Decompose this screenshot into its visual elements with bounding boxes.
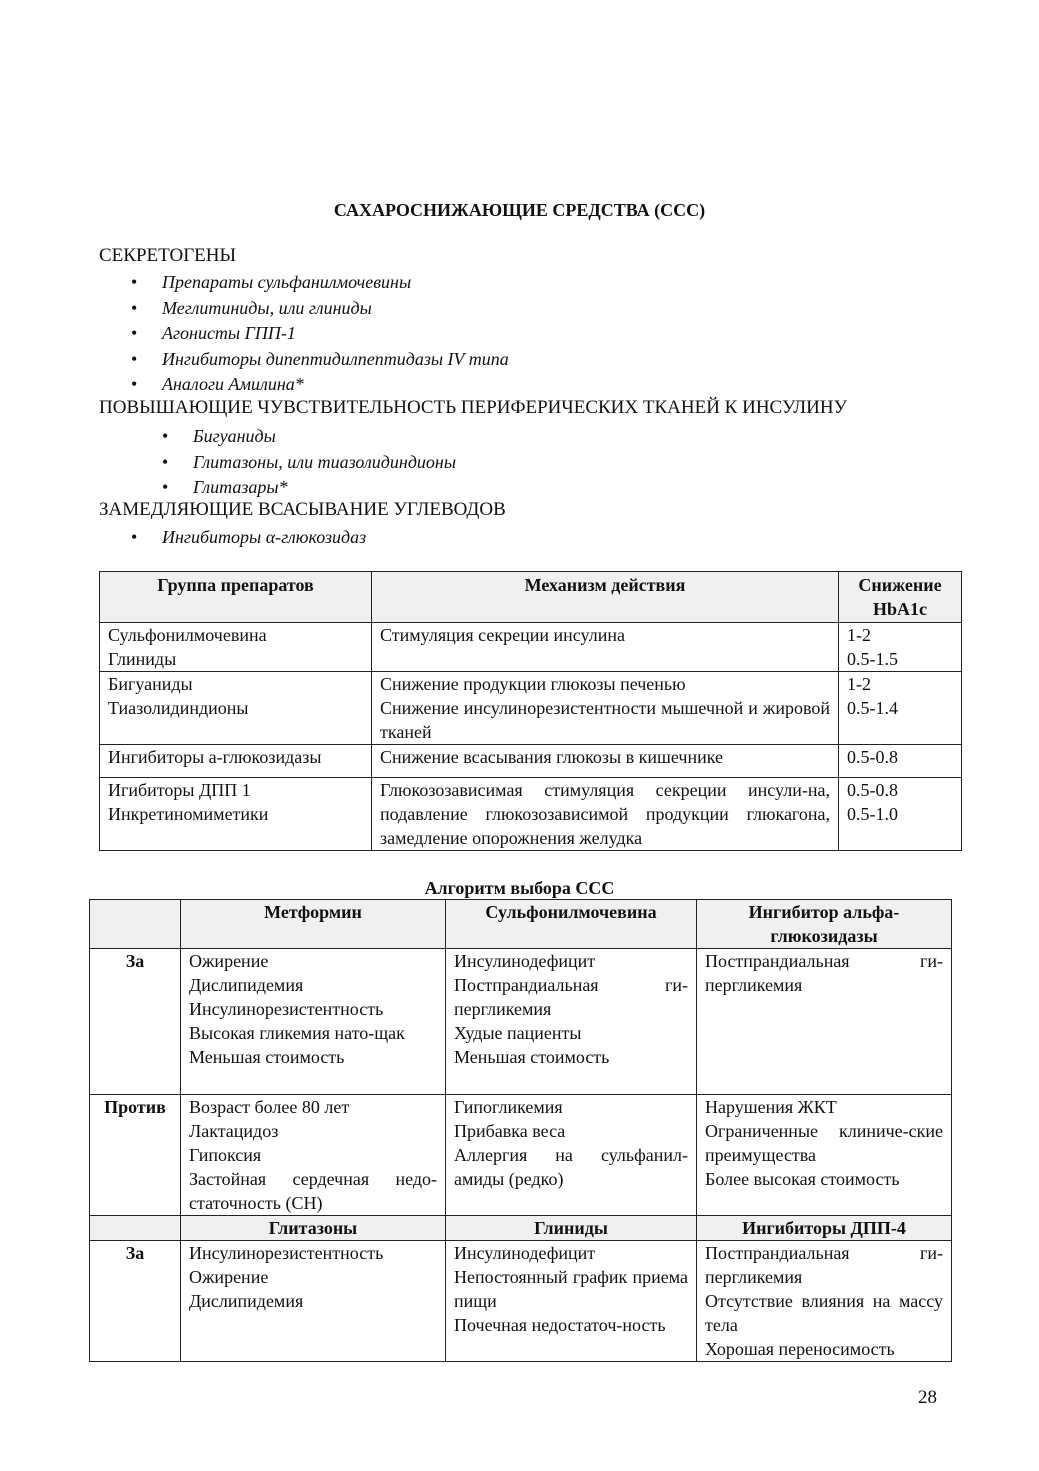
cell-line: Меньшая стоимость <box>189 1047 345 1067</box>
column-header: Ингибиторы ДПП-4 <box>697 1216 952 1241</box>
cell-line: Инсулинодефицит <box>454 951 596 971</box>
group-name: Глиниды <box>108 649 177 669</box>
cell-line: Прибавка веса <box>454 1121 566 1141</box>
cell-line: Ограниченные клиниче-ские преимущества <box>705 1121 943 1165</box>
group-name: Игибиторы ДПП 1 <box>108 780 251 800</box>
cell-line: Высокая гликемия нато-щак <box>189 1023 405 1043</box>
hba1c-value: 0.5-1.0 <box>847 804 898 824</box>
cell-line: Инсулинодефицит <box>454 1243 596 1263</box>
absorption-list <box>162 525 366 551</box>
cell-line: Ожирение <box>189 951 269 971</box>
cell-line: Отсутствие влияния на массу тела <box>705 1291 943 1335</box>
section-heading-secretagogues: СЕКРЕТОГЕНЫ <box>99 245 237 266</box>
hba1c-value: 0.5-1.4 <box>847 698 898 718</box>
sulfonylurea-cons-cell <box>446 1095 697 1216</box>
cell-line: Инсулинорезистентность <box>189 1243 384 1263</box>
mechanism-cell: Глюкозозависимая стимуляция секреции инсули-на, подавление глюкозозависимой продукции глюкагона, замедление опорожнения желудка <box>372 778 839 851</box>
cell-line: Нарушения ЖКТ <box>705 1097 837 1117</box>
cell-line: Хорошая переносимость <box>705 1339 895 1359</box>
list-item: • Препараты сульфанилмочевины <box>162 270 509 296</box>
metformin-pros-cell <box>181 949 446 1095</box>
hba1c-value: 1-2 <box>847 674 871 694</box>
cell-line: Лактацидоз <box>189 1121 279 1141</box>
hba1c-value: 0.5-0.8 <box>847 780 898 800</box>
group-name: Инкретиномиметики <box>108 804 269 824</box>
cell-line: Гипоксия <box>189 1145 262 1165</box>
page-number: 28 <box>918 1387 937 1408</box>
cell-line: Ожирение <box>189 1267 269 1287</box>
table-header-row <box>100 572 962 623</box>
secretagogues-list <box>162 270 509 398</box>
list-item: • Глитазары* <box>193 475 456 501</box>
cell-line: Худые пациенты <box>454 1023 582 1043</box>
cell-line: Застойная сердечная недо-статочность (СН) <box>189 1169 437 1213</box>
row-label: За <box>90 1241 181 1362</box>
group-name: Сульфонилмочевина <box>108 625 267 645</box>
table-caption: Алгоритм выбора ССС <box>424 878 615 898</box>
hba1c-value: 0.5-1.5 <box>847 649 898 669</box>
cell-line: Дислипидемия <box>189 975 304 995</box>
cell-line: Меньшая стоимость <box>454 1047 610 1067</box>
metformin-cons-cell <box>181 1095 446 1216</box>
column-header: Механизм действия <box>372 572 839 623</box>
glitazones-pros-cell <box>181 1241 446 1362</box>
list-item: • Аналоги Амилина* <box>162 372 509 398</box>
group-name: Ингибиторы а-глюкозидазы <box>108 747 322 767</box>
alpha-glucosidase-cons-cell <box>697 1095 952 1216</box>
sensitizers-list <box>193 424 456 501</box>
table-row <box>100 672 962 745</box>
mechanism-cell: Снижение продукции глюкозы печенью Снижение инсулинорезистентности мышечной и жировой тканей <box>372 672 839 745</box>
table-row <box>90 1095 952 1216</box>
list-item: • Меглитиниды, или глиниды <box>162 296 509 322</box>
hba1c-value: 0.5-0.8 <box>847 747 898 767</box>
table-row <box>100 778 962 851</box>
column-header <box>90 1216 181 1241</box>
column-header: Группа препаратов <box>100 572 372 623</box>
cell-line: Дислипидемия <box>189 1291 304 1311</box>
column-header: Снижение HbA1c <box>839 572 962 623</box>
table-header-row <box>90 900 952 949</box>
table-row <box>100 745 962 778</box>
table-row <box>90 949 952 1095</box>
section-heading-sensitizers: ПОВЫШАЮЩИЕ ЧУВСТВИТЕЛЬНОСТЬ ПЕРИФЕРИЧЕСКИХ ТКАНЕЙ К ИНСУЛИНУ <box>99 397 848 418</box>
cell-line: Непостоянный график приема пищи <box>454 1267 688 1311</box>
algorithm-table <box>89 899 952 1362</box>
table-header-row <box>90 1216 952 1241</box>
cell-line: Почечная недостаточ-ность <box>454 1315 666 1335</box>
table-row <box>90 1241 952 1362</box>
dpp4-pros-cell <box>697 1241 952 1362</box>
cell-line: Постпрандиальная ги-пергликемия <box>705 1243 943 1287</box>
glinides-pros-cell <box>446 1241 697 1362</box>
alpha-glucosidase-pros-cell <box>697 949 952 1095</box>
section-heading-absorption: ЗАМЕДЛЯЮЩИЕ ВСАСЫВАНИЕ УГЛЕВОДОВ <box>99 499 506 520</box>
list-item: • Ингибиторы дипептидилпептидазы IV типа <box>162 347 509 373</box>
cell-line: Инсулинорезистентность <box>189 999 384 1019</box>
column-header: Сульфонилмочевина <box>446 900 697 949</box>
cell-line: Постпрандиальная ги-пергликемия <box>705 951 943 995</box>
cell-line: Возраст более 80 лет <box>189 1097 350 1117</box>
row-label: За <box>90 949 181 1095</box>
cell-line: Гипогликемия <box>454 1097 563 1117</box>
mechanism-cell: Снижение всасывания глюкозы в кишечнике <box>372 745 839 778</box>
list-item: • Бигуаниды <box>193 424 456 450</box>
mechanism-cell: Стимуляция секреции инсулина <box>372 623 839 672</box>
column-header: Глитазоны <box>181 1216 446 1241</box>
row-label: Против <box>90 1095 181 1216</box>
sulfonylurea-pros-cell <box>446 949 697 1095</box>
table-row <box>100 623 962 672</box>
column-header <box>90 900 181 949</box>
column-header: Глиниды <box>446 1216 697 1241</box>
column-header: Метформин <box>181 900 446 949</box>
page-title: САХАРОСНИЖАЮЩИЕ СРЕДСТВА (ССС) <box>333 200 706 220</box>
cell-line: Постпрандиальная ги-пергликемия <box>454 975 688 1019</box>
cell-line: Более высокая стоимость <box>705 1169 900 1189</box>
list-item: • Агонисты ГПП-1 <box>162 321 509 347</box>
group-name: Бигуаниды <box>108 674 193 694</box>
list-item: • Ингибиторы α-глюкозидаз <box>162 525 366 551</box>
column-header: Ингибитор альфа-глюкозидазы <box>697 900 952 949</box>
list-item: • Глитазоны, или тиазолидиндионы <box>193 450 456 476</box>
drug-groups-table <box>99 571 962 851</box>
cell-line: Аллергия на сульфанил-амиды (редко) <box>454 1145 688 1189</box>
hba1c-value: 1-2 <box>847 625 871 645</box>
group-name: Тиазолидиндионы <box>108 698 249 718</box>
